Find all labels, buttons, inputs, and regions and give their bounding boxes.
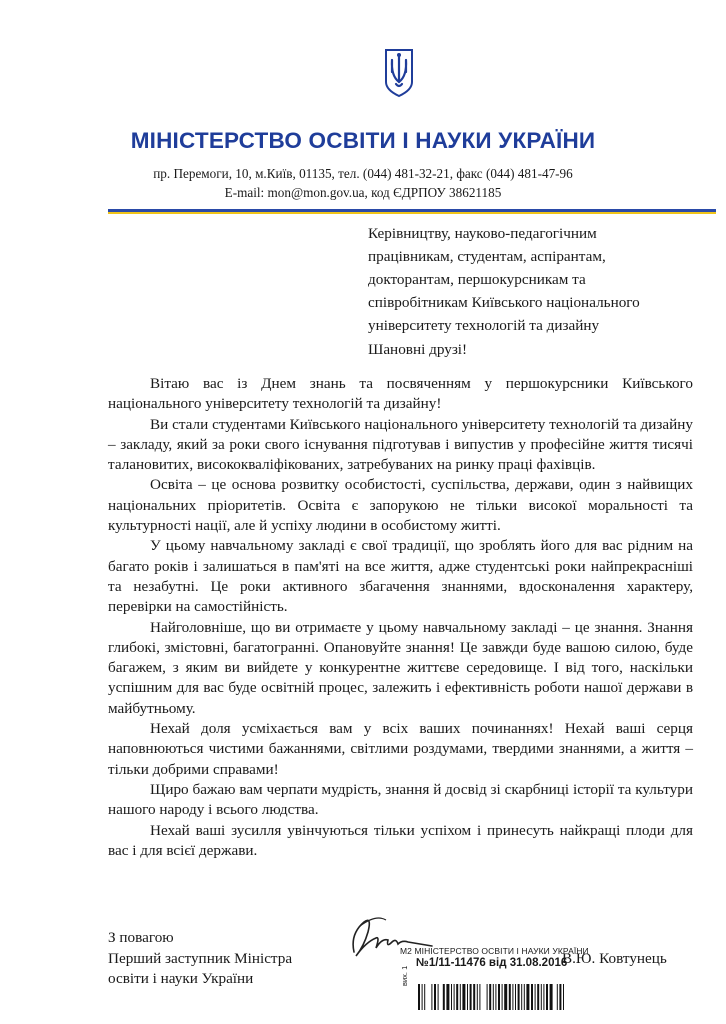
- email-line: E-mail: mon@mon.gov.ua, код ЄДРПОУ 38621185: [224, 185, 502, 200]
- body-paragraph: Найголовніше, що ви отримаєте у цьому навчальному закладі – це знання. Знання глибокі, змістовні, багатогранні. Опановуйте знання! Це завжди буде вашою силою, буде багажем, з яким ви вийдете у конкурентне життєве середовище. І від того, наскільки успішним для вас буде освітній процес, залежить і ефективність роботи нашої держави в майбутньому.: [108, 618, 693, 717]
- body-paragraph: Щиро бажаю вам черпати мудрість, знання й досвід зі скарбниці історії та культури нашого народу і всього людства.: [108, 780, 693, 819]
- registration-number: №1/11-11476 від 31.08.2016: [416, 957, 568, 969]
- recipient-line: працівникам, студентам, аспірантам,: [368, 248, 606, 265]
- closing-block: [108, 928, 368, 990]
- closing-line: З повагою: [108, 929, 174, 946]
- body-paragraph: Освіта – це основа розвитку особистості, суспільства, держави, один з найвищих національних пріоритетів. Освіта є запорукою не тільки високої моральності та культурності нації, але й успіху людини в особистому житті.: [108, 476, 693, 535]
- header-divider-yellow: [108, 212, 716, 214]
- recipient-line: докторантам, першокурсникам та: [368, 271, 586, 288]
- stamp-side-code: вих. 1: [400, 965, 409, 986]
- body-paragraph: У цьому навчальному закладі є свої традиції, що зроблять його для вас рідним на багато років і залишаться в пам'яті на все життя, адже студентські роки найпрекрасніші та незабутні. Це роки активного збагачення знаннями, вдосконалення характеру, перевірки на самостійність.: [108, 537, 693, 616]
- body-paragraph: Нехай ваші зусилля увінчуються тільки успіхом і принесуть найкращі плоди для вас і для всієї держави.: [108, 821, 693, 859]
- body-paragraph: Вітаю вас із Днем знань та посвяченням у першокурсники Київського національного університету технологій та дизайну!: [108, 375, 693, 413]
- recipient-line: Керівництву, науково-педагогічним: [368, 225, 597, 242]
- greeting: Шановні друзі!: [368, 341, 468, 358]
- barcode-icon: [418, 984, 586, 1010]
- letter-body: [108, 374, 693, 861]
- body-paragraph: Ви стали студентами Київського національного університету технологій та дизайну – закладу, який за роки свого існування підготував і випустив у професійне життя тисячі талановитих, висококваліфікованих, затребуваних на ринку праці фахівців.: [108, 415, 693, 474]
- ministry-name: МІНІСТЕРСТВО ОСВІТИ І НАУКИ УКРАЇНИ: [130, 128, 596, 153]
- stamp-header: М2 МІНІСТЕРСТВО ОСВІТИ І НАУКИ УКРАЇНИ: [400, 946, 589, 956]
- closing-line: Перший заступник Міністра: [108, 949, 293, 967]
- recipient-line: університету технологій та дизайну: [368, 317, 600, 334]
- body-paragraph: Нехай доля усміхається вам у всіх ваших починаннях! Нехай ваші серця наповнюються чистими бажаннями, світлими роздумами, твердими знаннями, а життя – тільки добрими справами!: [108, 720, 693, 778]
- trident-coat-of-arms-icon: [383, 48, 415, 98]
- address-line: пр. Перемоги, 10, м.Київ, 01135, тел. (044) 481-32-21, факс (044) 481-47-96: [153, 166, 573, 181]
- signer-name: В.Ю. Ковтунець: [562, 950, 667, 967]
- recipient-block: [368, 222, 708, 337]
- recipient-line: співробітникам Київського національного: [368, 294, 640, 311]
- closing-line: освіти і науки України: [108, 970, 254, 987]
